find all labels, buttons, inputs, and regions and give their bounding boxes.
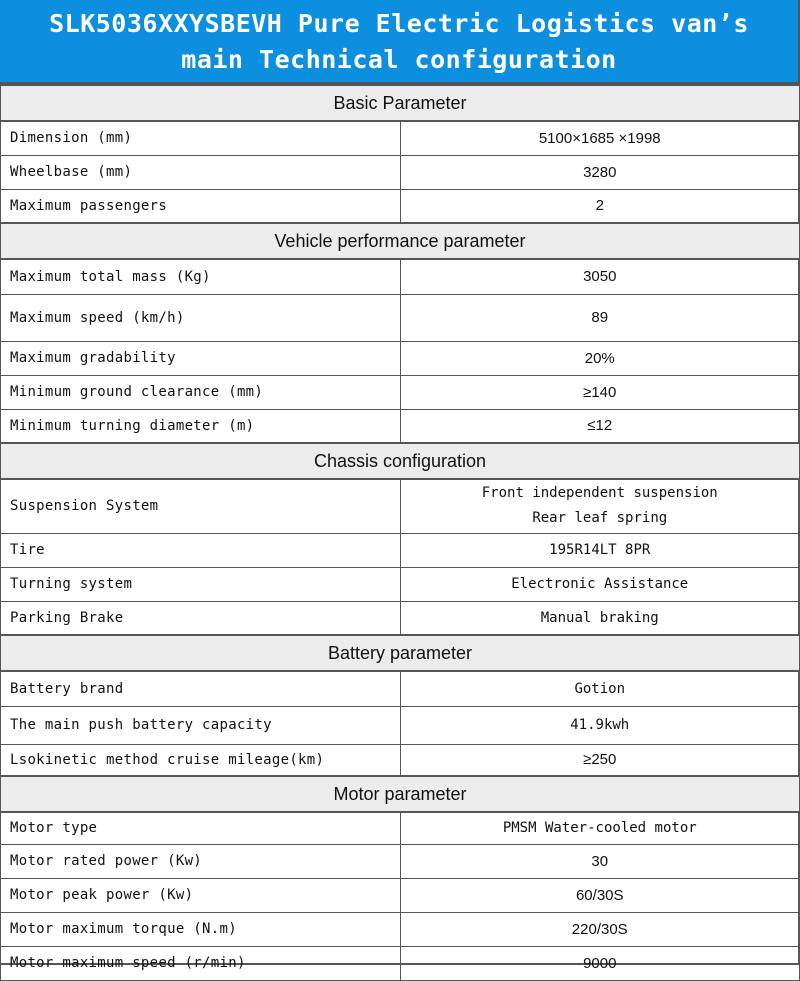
table-row [1,409,800,443]
row-value: 89 [400,294,800,341]
table-row [1,878,800,912]
table-row [1,533,800,567]
section-header-basic [1,85,800,121]
row-value: 2 [400,189,800,223]
table-row [1,812,800,844]
table-row [1,294,800,341]
row-value: 30 [400,844,800,878]
row-label: Lsokinetic method cruise mileage(km) [1,744,401,776]
row-value: ≥250 [400,744,800,776]
row-value: 195R14LT 8PR [400,533,800,567]
table-row [1,259,800,294]
row-label: Minimum ground clearance (mm) [1,375,401,409]
row-value: 41.9kwh [400,706,800,744]
table-row [1,844,800,878]
table-row [1,706,800,744]
row-label: Maximum passengers [1,189,401,223]
row-label: Wheelbase (mm) [1,155,401,189]
section-header-chassis [1,443,800,479]
row-label: Maximum total mass (Kg) [1,259,401,294]
row-label: Suspension System [1,479,401,533]
table-row [1,479,800,533]
row-label: Tire [1,533,401,567]
row-value: 3050 [400,259,800,294]
row-label: Parking Brake [1,601,401,635]
row-label: Motor type [1,812,401,844]
row-value-line: Rear leaf spring [532,510,668,527]
row-value: 9000 [400,946,800,980]
sheet-title [0,0,798,84]
title-line-1: SLK5036XXYSBEVH Pure Electric Logistics van’s [49,9,749,38]
section-heading: Motor parameter [1,776,800,812]
row-value: 20% [400,341,800,375]
table-row [1,155,800,189]
row-label: Maximum speed (km/h) [1,294,401,341]
spec-table [0,84,800,981]
row-value [400,479,800,533]
row-label: The main push battery capacity [1,706,401,744]
section-heading: Basic Parameter [1,85,800,121]
row-value-line: Front independent suspension [481,485,718,502]
table-row [1,946,800,980]
row-label: Minimum turning diameter (m) [1,409,401,443]
table-row [1,121,800,155]
title-line-2: main Technical configuration [181,45,617,74]
table-row [1,671,800,706]
section-heading: Battery parameter [1,635,800,671]
table-row [1,341,800,375]
row-value: 60/30S [400,878,800,912]
section-heading: Chassis configuration [1,443,800,479]
row-value: ≥140 [400,375,800,409]
section-header-motor [1,776,800,812]
row-value: PMSM Water-cooled motor [400,812,800,844]
row-value: 5100×1685 ×1998 [400,121,800,155]
table-row [1,601,800,635]
row-label: Motor peak power (Kw) [1,878,401,912]
row-label: Battery brand [1,671,401,706]
section-heading: Vehicle performance parameter [1,223,800,259]
row-label: Maximum gradability [1,341,401,375]
row-value: Electronic Assistance [400,567,800,601]
table-row [1,189,800,223]
section-header-performance [1,223,800,259]
row-value: 220/30S [400,912,800,946]
row-label: Motor maximum speed (r/min) [1,946,401,980]
row-label: Motor rated power (Kw) [1,844,401,878]
row-value: Gotion [400,671,800,706]
table-row [1,744,800,776]
row-label: Motor maximum torque (N.m) [1,912,401,946]
table-row [1,567,800,601]
table-row [1,375,800,409]
row-label: Turning system [1,567,401,601]
section-header-battery [1,635,800,671]
row-label: Dimension (mm) [1,121,401,155]
table-row [1,912,800,946]
row-value: Manual braking [400,601,800,635]
row-value: 3280 [400,155,800,189]
row-value: ≤12 [400,409,800,443]
